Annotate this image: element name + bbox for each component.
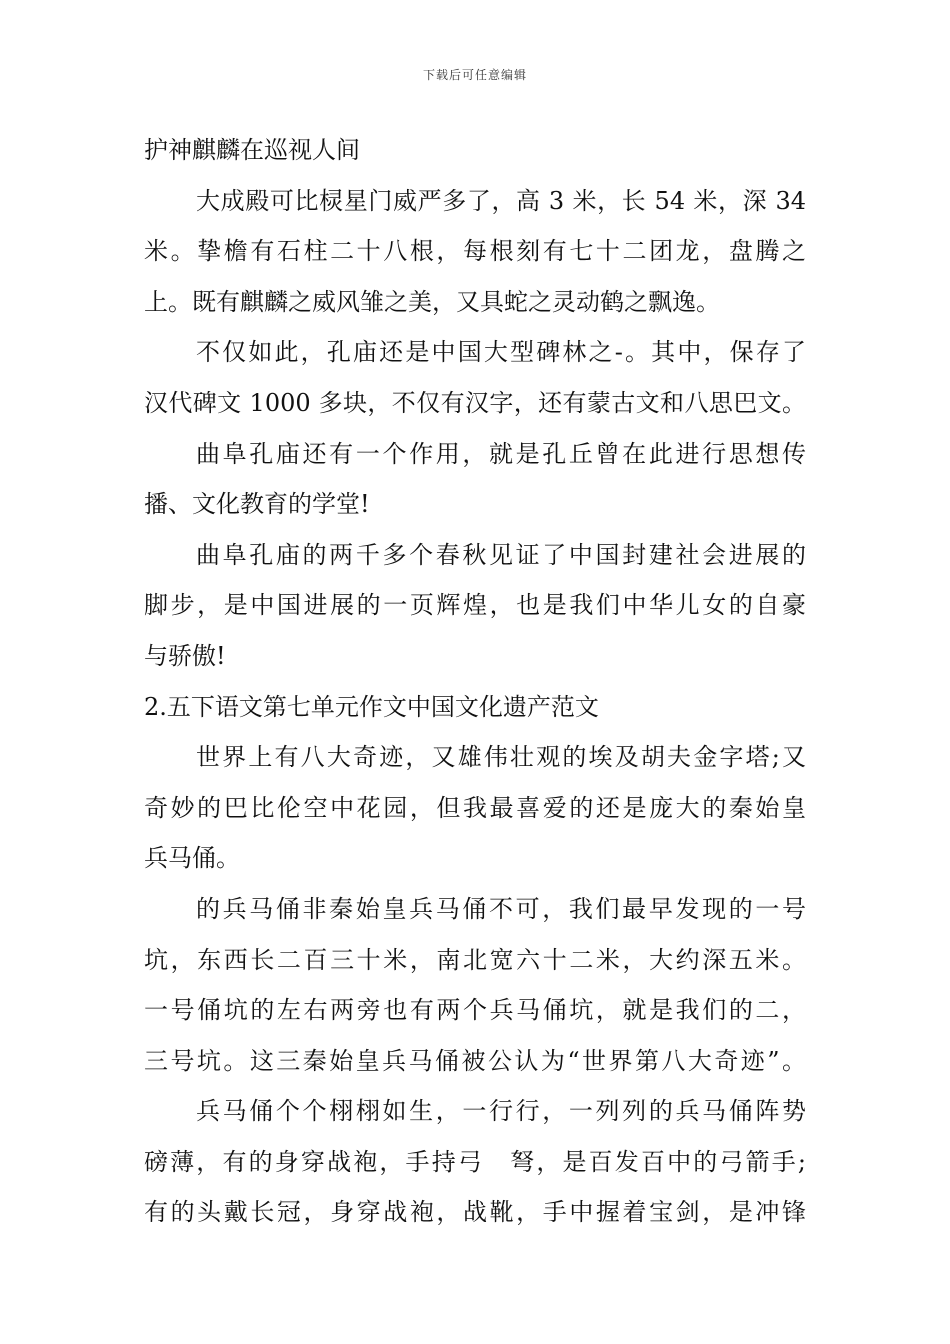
document-body <box>144 125 806 1238</box>
text-line: 不仅如此，孔庙还是中国大型碑林之-。其中，保存了 <box>196 338 806 367</box>
text-line: 上。既有麒麟之威风雏之美，又具蛇之灵动鹤之飘逸。 <box>144 287 720 316</box>
text-line: 三号坑。这三秦始皇兵马俑被公认为“世界第八大奇迹”。 <box>144 1046 806 1075</box>
text-line: 曲阜孔庙的两千多个春秋见证了中国封建社会进展的 <box>196 540 806 569</box>
text-line: 兵马俑。 <box>144 844 240 873</box>
text-line: 有的头戴长冠，身穿战袍，战靴，手中握着宝剑，是冲锋 <box>144 1198 806 1227</box>
text-line: 坑，东西长二百三十米，南北宽六十二米，大约深五米。 <box>144 945 806 974</box>
text-line: 与骄傲! <box>144 641 226 670</box>
text-line: 兵马俑个个栩栩如生，一行行，一列列的兵马俑阵势 <box>196 1097 806 1126</box>
text-line: 磅薄，有的身穿战袍，手持弓 弩，是百发百中的弓箭手; <box>144 1147 806 1176</box>
text-line: 汉代碑文 1000 多块，不仅有汉字，还有蒙古文和八思巴文。 <box>144 388 806 417</box>
text-line: 世界上有八大奇迹，又雄伟壮观的埃及胡夫金字塔;又 <box>196 743 806 772</box>
text-line: 一号俑坑的左右两旁也有两个兵马俑坑，就是我们的二， <box>144 996 806 1025</box>
text-line: 的兵马俑非秦始皇兵马俑不可，我们最早发现的一号 <box>196 894 806 923</box>
text-line: 护神麒麟在巡视人间 <box>144 136 360 164</box>
text-line: 脚步，是中国进展的一页辉煌，也是我们中华儿女的自豪 <box>144 591 806 620</box>
text-line: 大成殿可比棂星门威严多了，高 3 米，长 54 米，深 34 <box>196 186 806 215</box>
page-header: 下载后可任意编辑 <box>422 68 527 82</box>
text-line: 奇妙的巴比伦空中花园，但我最喜爱的还是庞大的秦始皇 <box>144 793 806 822</box>
text-line: 曲阜孔庙还有一个作用，就是孔丘曾在此进行思想传 <box>196 439 806 468</box>
section-heading: 2.五下语文第七单元作文中国文化遗产范文 <box>144 692 599 721</box>
text-line: 播、文化教育的学堂! <box>144 490 370 519</box>
text-line: 米。挚檐有石柱二十八根，每根刻有七十二团龙，盘腾之 <box>144 237 806 266</box>
